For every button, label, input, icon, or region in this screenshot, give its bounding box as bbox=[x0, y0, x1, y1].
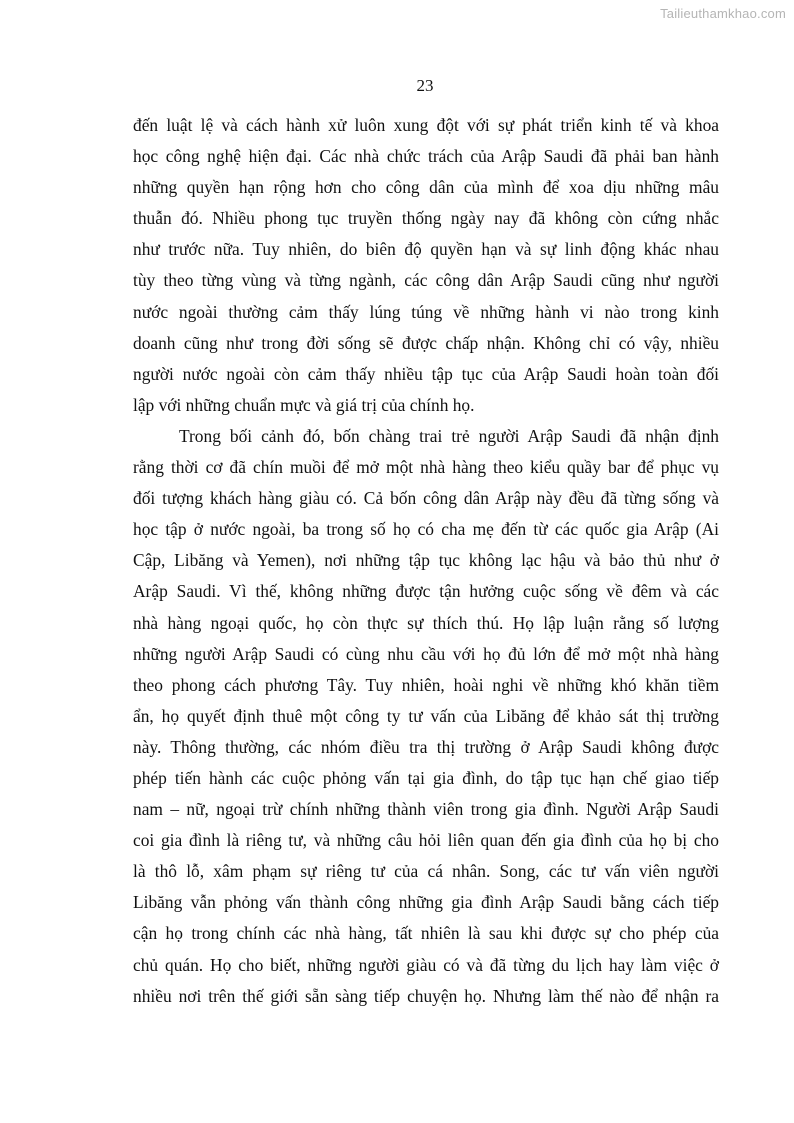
text-line: nước ngoài thường cảm thấy lúng túng về những hành vi nào trong kinh bbox=[133, 301, 719, 322]
text-line: Arập Saudi. Vì thế, không những được tận hưởng cuộc sống về đêm và các bbox=[133, 581, 719, 602]
text-line: đến luật lệ và cách hành xử luôn xung đột với sự phát triển kinh tế và khoa bbox=[133, 115, 719, 135]
page-number: 23 bbox=[416, 76, 434, 95]
text-line: theo phong cách phương Tây. Tuy nhiên, hoài nghi về những khó khăn tiềm bbox=[133, 674, 719, 695]
text-line: đối tượng khách hàng giàu có. Cả bốn công dân Arập này đều đã từng sống và bbox=[133, 488, 719, 509]
text-line: những người Arập Saudi có cùng nhu cầu với họ đủ lớn để mở một nhà hàng bbox=[133, 643, 719, 664]
text-line: lập với những chuẩn mực và giá trị của chính họ. bbox=[133, 394, 475, 415]
paragraph-2 bbox=[133, 421, 719, 1012]
document-body bbox=[133, 110, 719, 1012]
watermark: Tailieuthamkhao.com bbox=[660, 6, 786, 21]
text-line: cận họ trong chính các nhà hàng, tất nhiên là sau khi được sự cho phép của bbox=[133, 923, 719, 944]
text-line: nam – nữ, ngoại trừ chính những thành viên trong gia đình. Người Arập Saudi bbox=[133, 799, 719, 820]
text-line: như trước nữa. Tuy nhiên, do biên độ quyền hạn và sự linh động khác nhau bbox=[133, 239, 719, 260]
text-line: ẩn, họ quyết định thuê một công ty tư vấn của Libăng để khảo sát thị trường bbox=[133, 705, 719, 726]
text-line: học công nghệ hiện đại. Các nhà chức trách của Arập Saudi đã phải ban hành bbox=[133, 146, 719, 167]
text-line: là thô lỗ, xâm phạm sự riêng tư của cá nhân. Song, các tư vấn viên người bbox=[133, 861, 719, 882]
text-line: rằng thời cơ đã chín muồi để mở một nhà hàng theo kiểu quầy bar để phục vụ bbox=[133, 457, 719, 478]
paragraph-1 bbox=[133, 110, 719, 421]
text-line: doanh cũng như trong đời sống sẽ được chấp nhận. Không chỉ có vậy, nhiều bbox=[133, 332, 719, 353]
text-line: này. Thông thường, các nhóm điều tra thị trường ở Arập Saudi không được bbox=[133, 736, 719, 757]
text-line: phép tiến hành các cuộc phỏng vấn tại gia đình, do tập tục hạn chế giao tiếp bbox=[133, 767, 719, 788]
text-line: Libăng vẫn phỏng vấn thành công những gia đình Arập Saudi bằng cách tiếp bbox=[133, 892, 719, 913]
text-line: những quyền hạn rộng hơn cho công dân của mình để xoa dịu những mâu bbox=[133, 177, 719, 198]
text-line: chủ quán. Họ cho biết, những người giàu có và đã từng du lịch hay làm việc ở bbox=[133, 954, 719, 975]
text-line: coi gia đình là riêng tư, và những câu hỏi liên quan đến gia đình của họ bị cho bbox=[133, 830, 719, 851]
text-line: nhiều nơi trên thế giới sẵn sàng tiếp chuyện họ. Nhưng làm thế nào để nhận ra bbox=[133, 985, 719, 1006]
text-line: tùy theo từng vùng và từng ngành, các công dân Arập Saudi cũng như người bbox=[133, 270, 719, 291]
text-line: nhà hàng ngoại quốc, họ còn thực sự thích thú. Họ lập luận rằng số lượng bbox=[133, 612, 719, 633]
text-line: Cập, Libăng và Yemen), nơi những tập tục không lạc hậu và bảo thủ như ở bbox=[133, 550, 719, 571]
text-line: Trong bối cảnh đó, bốn chàng trai trẻ người Arập Saudi đã nhận định bbox=[179, 425, 719, 446]
text-line: học tập ở nước ngoài, ba trong số họ có cha mẹ đến từ các quốc gia Arập (Ai bbox=[133, 519, 719, 540]
text-line: thuẫn đó. Nhiều phong tục truyền thống ngày nay đã không còn cứng nhắc bbox=[133, 208, 719, 229]
text-line: người nước ngoài còn cảm thấy nhiều tập tục của Arập Saudi hoàn toàn đối bbox=[133, 363, 719, 384]
